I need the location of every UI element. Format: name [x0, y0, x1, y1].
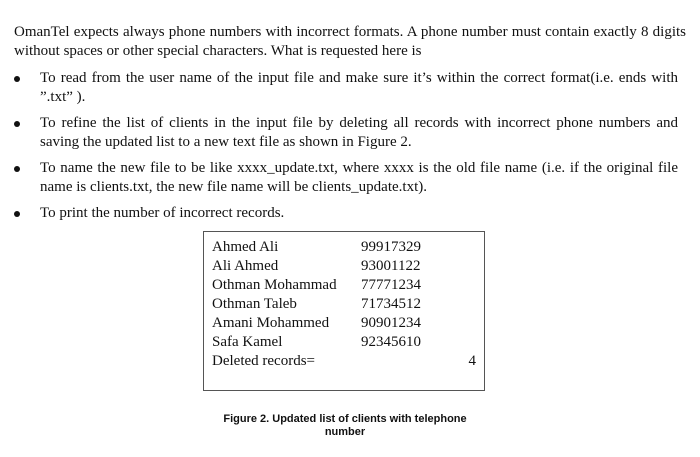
figure-caption-line: Figure 2. Updated list of clients with telephone [223, 413, 467, 425]
client-name: Amani Mohammed [212, 315, 330, 331]
list-item-text: To print the number of incorrect records. [40, 205, 285, 221]
deleted-records-row [212, 352, 476, 371]
intro-paragraph: OmanTel expects always phone numbers with incorrect formats. A phone number must contain exactly 8 digits without spaces or other special characters. What is requested here is [14, 24, 686, 59]
deleted-records-label: Deleted records= [212, 353, 315, 369]
list-item-text: To name the new file to be like xxxx_update.txt, where xxxx is the old file name (i.e. if the original file name is clients.txt, the new file name will be clients_update.txt). [40, 160, 678, 195]
bullet-icon [14, 76, 20, 82]
client-name: Othman Taleb [212, 296, 297, 312]
figure-client-list [203, 231, 485, 391]
client-name: Ahmed Ali [212, 239, 279, 255]
client-phone: 77771234 [361, 277, 421, 293]
table-row [212, 333, 476, 352]
client-name: Ali Ahmed [212, 258, 279, 274]
list-item [0, 69, 700, 107]
bullet-icon [14, 166, 20, 172]
bullet-icon [14, 121, 20, 127]
list-item-text: To read from the user name of the input file and make sure it’s within the correct format(i.e. ends with ”.txt” ). [40, 70, 678, 105]
client-phone: 93001122 [361, 258, 421, 274]
list-item [0, 159, 700, 197]
client-phone: 71734512 [361, 296, 421, 312]
client-phone: 90901234 [361, 315, 421, 331]
table-row [212, 257, 476, 276]
deleted-records-count: 4 [468, 353, 476, 369]
client-name: Safa Kamel [212, 334, 283, 350]
client-records [212, 238, 476, 371]
list-item [0, 114, 700, 152]
figure-caption-line: number [324, 426, 366, 438]
list-item [0, 204, 700, 223]
table-row [212, 314, 476, 333]
list-item-text: To refine the list of clients in the input file by deleting all records with incorrect phone numbers and saving the updated list to a new text file as shown in Figure 2. [40, 115, 678, 150]
table-row [212, 238, 476, 257]
client-phone: 92345610 [361, 334, 421, 350]
bullet-icon [14, 211, 20, 217]
table-row [212, 276, 476, 295]
client-name: Othman Mohammad [212, 277, 337, 293]
client-phone: 99917329 [361, 239, 421, 255]
figure-caption [200, 413, 490, 439]
table-row [212, 295, 476, 314]
requirements-list [0, 69, 700, 230]
